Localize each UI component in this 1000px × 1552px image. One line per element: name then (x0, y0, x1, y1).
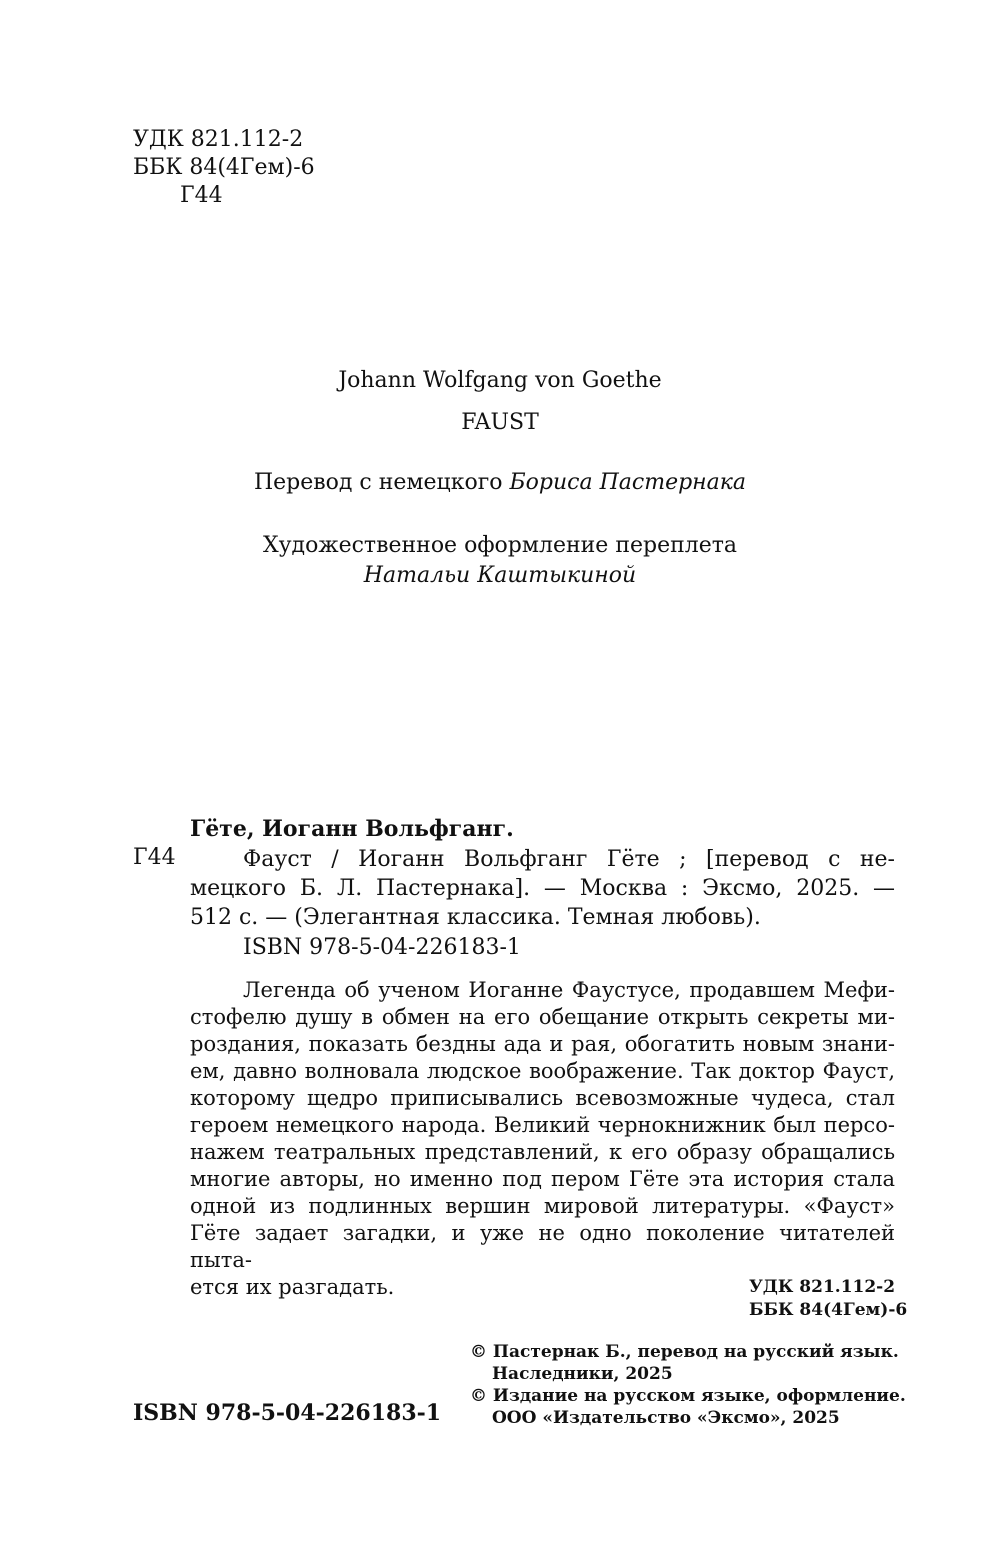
annotation-line: Гёте задает загадки, и уже не одно поколение читателей пыта- (190, 1221, 895, 1272)
copyright-block (470, 1341, 906, 1429)
annotation-line: одной из подлинных вершин мировой литературы. «Фауст» (190, 1194, 895, 1218)
annotation-line: многие авторы, но именно под пером Гёте эта история стала (190, 1167, 895, 1191)
translation-credit (0, 470, 1000, 495)
bibliographic-author-heading: Гёте, Иоганн Вольфганг. (190, 816, 514, 842)
translation-prefix: Перевод с немецкого (253, 470, 503, 495)
biblio-line: 512 с. — (Элегантная классика. Темная любовь). (190, 905, 761, 930)
original-title: FAUST (461, 410, 539, 435)
annotation (190, 977, 895, 1301)
udk-code-right: УДК 821.112-2 (749, 1277, 896, 1297)
bbk-code: ББК 84(4Гем)-6 (133, 155, 315, 180)
bibliographic-author-mark: Г44 (133, 845, 176, 870)
designer-name: Натальи Каштыкиной (363, 563, 637, 588)
classification-codes-right (749, 1276, 907, 1322)
author-mark: Г44 (180, 183, 223, 208)
classification-codes (133, 126, 315, 210)
isbn-main: ISBN 978-5-04-226183-1 (133, 1400, 442, 1426)
annotation-line: нажем театральных представлений, к его образу обращались (190, 1140, 895, 1164)
copyright-line: © Пастернак Б., перевод на русский язык. (470, 1342, 899, 1362)
biblio-line: мецкого Б. Л. Пастернака]. — Москва : Эксмо, 2025. — (190, 876, 895, 901)
copyright-line: ООО «Издательство «Эксмо», 2025 (492, 1408, 840, 1428)
bbk-code-right: ББК 84(4Гем)-6 (749, 1300, 908, 1320)
bibliographic-isbn: ISBN 978-5-04-226183-1 (243, 935, 521, 960)
copyright-line: © Издание на русском языке, оформление. (470, 1386, 906, 1406)
biblio-line: Фауст / Иоганн Вольфганг Гёте ; [перевод с не- (243, 847, 895, 872)
udk-code: УДК 821.112-2 (133, 127, 304, 152)
annotation-line: ем, давно волновала людское воображение. Так доктор Фауст, (190, 1059, 895, 1083)
annotation-line: которому щедро приписывались всевозможные чудеса, стал (190, 1086, 895, 1110)
design-credit-prefix: Художественное оформление переплета (262, 533, 738, 558)
annotation-line: роздания, показать бездны ада и рая, обогатить новым знани- (190, 1032, 895, 1056)
annotation-line: Легенда об ученом Иоганне Фаустусе, продавшем Мефи- (243, 978, 895, 1002)
annotation-line: ется их разгадать. (190, 1275, 395, 1299)
original-author: Johann Wolfgang von Goethe (338, 368, 662, 393)
annotation-line: героем немецкого народа. Великий чернокнижник был персо- (190, 1113, 895, 1137)
bibliographic-description (190, 845, 895, 932)
translator-name: Бориса Пастернака (509, 470, 747, 495)
copyright-line: Наследники, 2025 (492, 1364, 673, 1384)
annotation-line: стофелю душу в обмен на его обещание открыть секреты ми- (190, 1005, 895, 1029)
